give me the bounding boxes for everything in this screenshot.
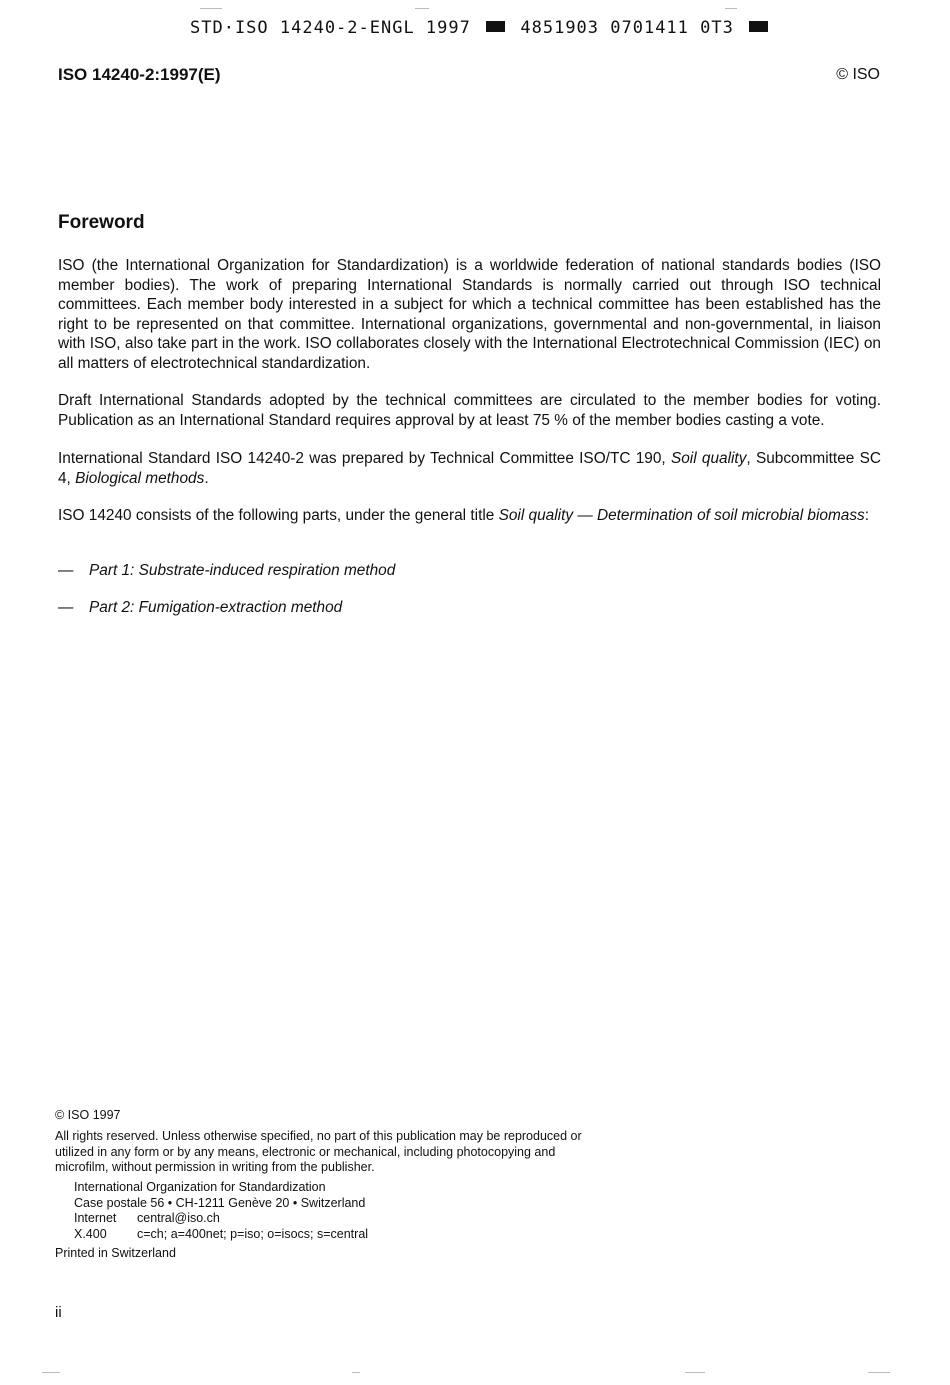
printed-in: Printed in Switzerland <box>55 1246 176 1260</box>
scan-block-mark <box>486 21 505 32</box>
scan-header-id: STD·ISO 14240-2-ENGL 1997 <box>190 18 471 38</box>
postal-address: Case postale 56 • CH-1211 Genève 20 • Switzerland <box>74 1195 366 1210</box>
document-id: ISO 14240-2:1997(E) <box>58 65 221 84</box>
scan-speck <box>868 1372 890 1373</box>
foreword-paragraph-4 <box>58 506 881 526</box>
rights-notice: All rights reserved. Unless otherwise specified, no part of this publication may be reproduced or utilized in any form or by any means, electronic or mechanical, including photocopying and microfilm, without permission in writing from the publisher. <box>55 1129 582 1174</box>
list-item <box>58 599 342 617</box>
list-item-text: Part 1: Substrate-induced respiration method <box>89 562 396 579</box>
internet-label: Internet <box>74 1211 117 1225</box>
publisher-address <box>74 1180 368 1242</box>
x400-row <box>74 1227 368 1243</box>
list-dash: — <box>58 562 74 579</box>
paragraph-text: , Subcommittee SC 4, <box>58 450 881 487</box>
list-item-text: Part 2: Fumigation-extraction method <box>89 599 343 616</box>
x400-label: X.400 <box>74 1226 107 1241</box>
paragraph-text: International Standard ISO 14240-2 was prepared by Technical Committee ISO/TC 190, <box>58 450 671 467</box>
scan-speck <box>685 1372 705 1373</box>
footer-copyright: © ISO 1997 <box>55 1108 121 1122</box>
page-number: ii <box>55 1304 62 1321</box>
internet-row <box>74 1211 368 1227</box>
scan-block-mark <box>749 21 768 32</box>
scan-header-line <box>190 18 772 38</box>
internet-value: central@iso.ch <box>137 1211 220 1225</box>
foreword-heading: Foreword <box>58 212 145 233</box>
scan-speck <box>352 1372 360 1373</box>
list-item <box>58 562 395 580</box>
paragraph-text: ISO 14240 consists of the following parts, under the general title <box>58 507 499 524</box>
org-name: International Organization for Standardization <box>74 1180 326 1194</box>
scan-speck <box>200 8 222 9</box>
foreword-paragraph-1: ISO (the International Organization for Standardization) is a worldwide federation of national standards bodies (ISO member bodies). The work of preparing International Standards is normally carried out through ISO technical committees. Each member body interested in a subject for which a technical committee has been established has the right to be represented on that committee. International organizations, governmental and non-governmental, in liaison with ISO, also take part in the work. ISO collaborates closely with the International Electrotechnical Commission (IEC) on all matters of electrotechnical standardization. <box>58 257 881 372</box>
foreword-paragraph-2: Draft International Standards adopted by the technical committees are circulated to the member bodies for voting. Publication as an International Standard requires approval by at least 75 % of the member bodies casting a vote. <box>58 392 881 429</box>
header-copyright: © ISO <box>836 66 880 83</box>
scan-speck <box>415 8 429 9</box>
paragraph-text: . <box>204 469 209 487</box>
foreword-paragraph-3 <box>58 449 881 488</box>
scan-speck <box>42 1372 60 1373</box>
scan-speck <box>725 8 737 9</box>
paragraph-italic: Soil quality — Determination of soil microbial biomass <box>498 507 865 524</box>
paragraph-italic: Soil quality <box>670 450 747 467</box>
scan-header-codes: 4851903 0701411 0T3 <box>520 18 734 38</box>
list-dash: — <box>58 599 74 616</box>
paragraph-text: : <box>864 507 869 524</box>
x400-value: c=ch; a=400net; p=iso; o=isocs; s=central <box>137 1226 369 1241</box>
paragraph-italic: Biological methods <box>75 469 205 487</box>
